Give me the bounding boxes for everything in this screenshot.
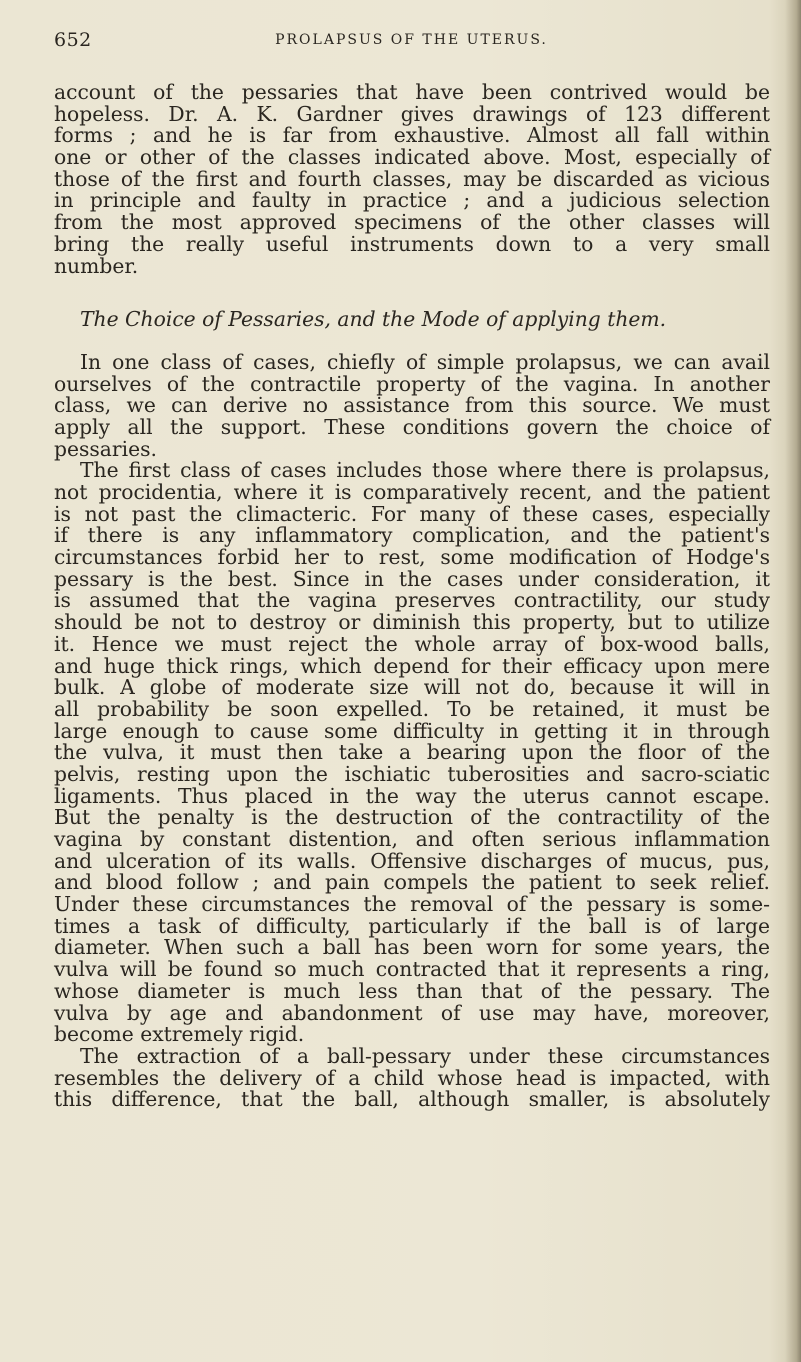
running-head: PROLAPSUS OF THE UTERUS. xyxy=(275,32,548,48)
text-line: pessaries. xyxy=(54,436,157,461)
text-line: But the penalty is the destruction of the contractility of the xyxy=(54,805,770,830)
text-line: apply all the support. These conditions govern the choice of xyxy=(54,414,770,439)
text-line: pessary is the best. Since in the cases under consideration, it xyxy=(54,566,770,591)
page-edge-shadow xyxy=(785,0,801,1362)
text-line: if there is any inflammatory complication, and the patient's xyxy=(54,523,770,548)
text-line: and huge thick rings, which depend for their efficacy upon mere xyxy=(54,653,770,678)
text-line: and blood follow ; and pain compels the patient to seek relief. xyxy=(54,870,770,895)
text-line: in principle and faulty in practice ; and a judicious selection xyxy=(54,188,770,213)
page-number: 652 xyxy=(54,29,92,51)
spacer xyxy=(54,277,770,309)
text-line: those of the first and fourth classes, may be discarded as vicious xyxy=(54,166,770,191)
text-line: become extremely rigid. xyxy=(54,1022,305,1047)
text-line: class, we can derive no assistance from this source. We must xyxy=(54,393,770,418)
text-line: from the most approved specimens of the other classes will xyxy=(54,210,770,235)
text-line: Under these circumstances the removal of the pessary is some- xyxy=(54,892,770,917)
text-line: forms ; and he is far from exhaustive. Almost all fall within xyxy=(54,123,770,148)
paragraph-1 xyxy=(54,82,770,277)
text-line: pelvis, resting upon the ischiatic tuberosities and sacro-sciatic xyxy=(54,761,770,786)
text-line: this difference, that the ball, although smaller, is absolutely xyxy=(54,1087,770,1112)
paragraph-3 xyxy=(54,460,770,1046)
text-line: account of the pessaries that have been contrived would be xyxy=(54,80,770,104)
text-line: large enough to cause some difficulty in getting it in through xyxy=(54,718,770,743)
text-line: ligaments. Thus placed in the way the uterus cannot escape. xyxy=(54,783,770,808)
text-line: ourselves of the contractile property of the vagina. In another xyxy=(54,371,770,396)
text-line: vagina by constant distention, and often serious inflammation xyxy=(54,827,770,851)
text-line: circumstances forbid her to rest, some modification of Hodge's xyxy=(54,545,770,570)
text-line: times a task of difficulty, particularly if the ball is of large xyxy=(54,913,770,938)
text-line: hopeless. Dr. A. K. Gardner gives drawings of 123 different xyxy=(54,101,770,126)
text-line: it. Hence we must reject the whole array of box-wood balls, xyxy=(54,631,770,656)
text-line: resembles the delivery of a child whose head is impacted, with xyxy=(54,1065,770,1090)
text-line: The extraction of a ball-pessary under these circumstances xyxy=(80,1043,770,1068)
body-text xyxy=(54,82,770,1111)
text-line: the vulva, it must then take a bearing upon the floor of the xyxy=(54,740,770,765)
text-line: whose diameter is much less than that of the pessary. The xyxy=(54,978,770,1003)
text-line: is assumed that the vagina preserves contractility, our study xyxy=(54,588,770,613)
text-line: bulk. A globe of moderate size will not do, because it will in xyxy=(54,675,770,700)
text-line: is not past the climacteric. For many of these cases, especially xyxy=(54,501,770,526)
text-line: bring the really useful instruments down to a very small xyxy=(54,231,770,256)
text-line: vulva by age and abandonment of use may have, moreover, xyxy=(54,1000,770,1025)
text-line: vulva will be found so much contracted that it represents a ring, xyxy=(54,957,770,982)
paragraph-2 xyxy=(54,349,770,461)
text-line: not procidentia, where it is comparatively recent, and the patient xyxy=(54,480,770,504)
text-line: and ulceration of its walls. Offensive discharges of mucus, pus, xyxy=(54,848,770,873)
text-line: The first class of cases includes those where there is prolapsus, xyxy=(80,458,770,483)
section-heading: The Choice of Pessaries, and the Mode of applying them. xyxy=(80,307,667,332)
text-line: one or other of the classes indicated above. Most, especially of xyxy=(54,145,770,170)
paragraph-4 xyxy=(54,1043,770,1112)
text-line: number. xyxy=(54,253,139,278)
text-line: diameter. When such a ball has been worn for some years, the xyxy=(54,935,770,960)
page-header xyxy=(54,29,769,57)
text-line: should be not to destroy or diminish this property, but to utilize xyxy=(54,610,770,635)
spacer xyxy=(54,331,770,352)
text-line: all probability be soon expelled. To be retained, it must be xyxy=(54,696,770,721)
text-line: In one class of cases, chiefly of simple prolapsus, we can avail xyxy=(80,349,770,374)
